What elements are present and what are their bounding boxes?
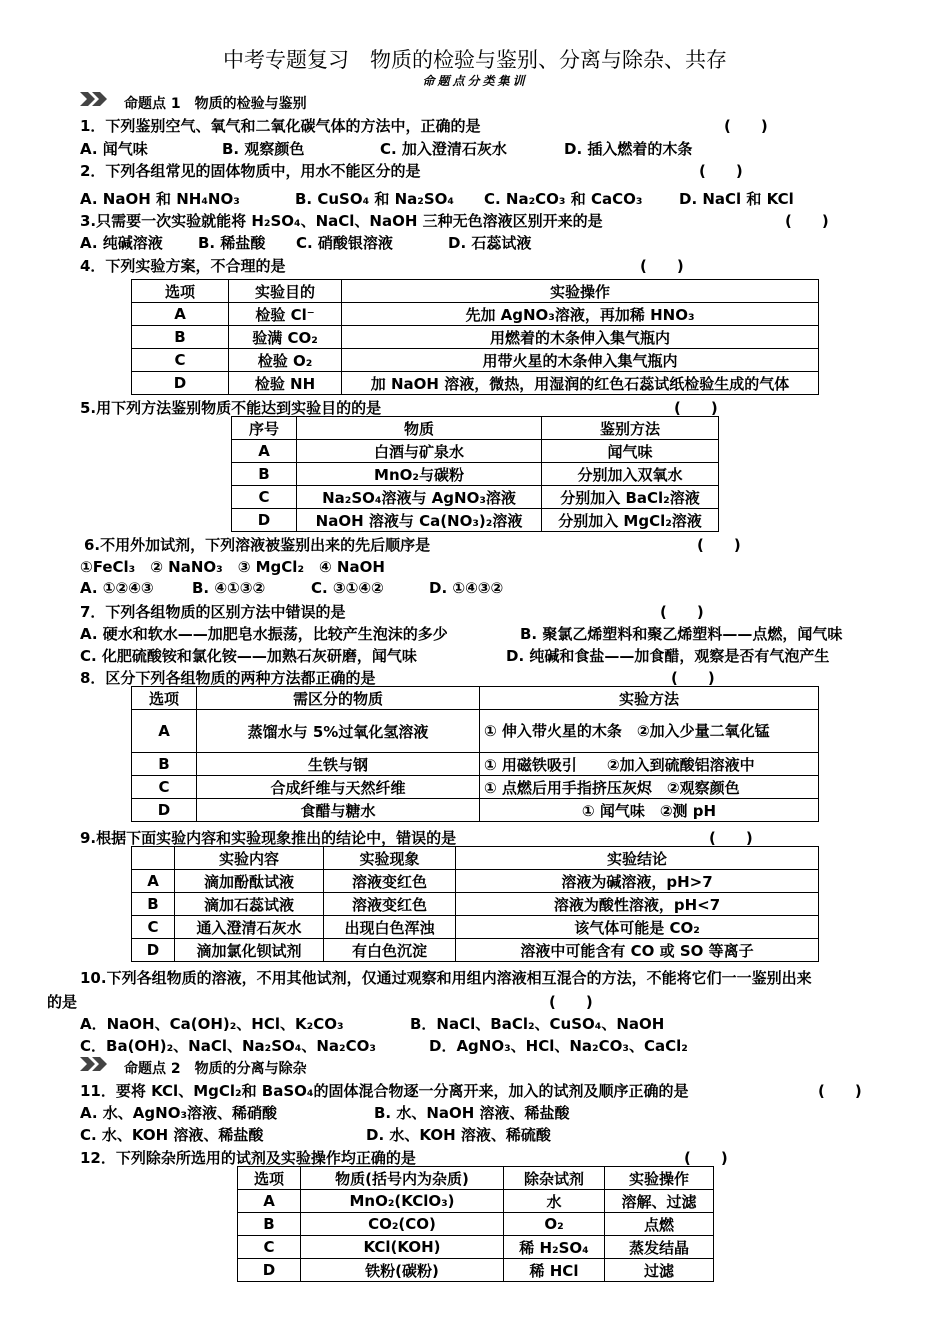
table-row (132, 349, 819, 372)
q10-option-d: D．AgNO₃、HCl、Na₂CO₃、CaCl₂ (429, 1037, 688, 1055)
q2-answer-paren: ( ) (699, 162, 743, 180)
table-header-cell: 物质(括号内为杂质) (301, 1167, 504, 1190)
q10-stem: 10.下列各组物质的溶液，不用其他试剂，仅通过观察和用组内溶液相互混合的方法，不能将它们一一鉴别出来 (80, 969, 812, 987)
table-cell: A (238, 1190, 301, 1213)
table-cell: B (132, 753, 197, 776)
table-cell: 溶液为酸性溶液，pH<7 (456, 893, 819, 916)
table-cell: B (238, 1213, 301, 1236)
table-cell: 分别加入 MgCl₂溶液 (542, 509, 719, 532)
table-cell: A (232, 440, 297, 463)
table-cell: MnO₂与碳粉 (297, 463, 542, 486)
table-row (132, 326, 819, 349)
table-cell: D (132, 799, 197, 822)
q5-table (231, 416, 719, 532)
table-row (238, 1236, 714, 1259)
table-header-cell: 实验方法 (480, 687, 819, 710)
table-row (132, 799, 819, 822)
table-cell: D (132, 939, 175, 962)
table-header-row (132, 280, 819, 303)
table-cell: 有白色沉淀 (324, 939, 456, 962)
section-1-heading: 命题点 1 物质的检验与鉴别 (124, 96, 307, 112)
q1-option-c: C. 加入澄清石灰水 (380, 140, 507, 158)
table-cell: 滴加酚酞试液 (175, 870, 324, 893)
q6-stem: 6.不用外加试剂，下列溶液被鉴别出来的先后顺序是 (84, 536, 431, 554)
q6-option-a: A. ①②④③ (80, 579, 154, 597)
q5-stem: 5.用下列方法鉴别物质不能达到实验目的的是 (80, 399, 382, 417)
table-row (132, 916, 819, 939)
table-cell: 闻气味 (542, 440, 719, 463)
page-title: 中考专题复习 物质的检验与鉴别、分离与除杂、共存 (223, 48, 727, 72)
q7-option-c: C. 化肥硫酸铵和氯化铵——加熟石灰研磨，闻气味 (80, 647, 417, 665)
table-cell: 溶解、过滤 (605, 1190, 714, 1213)
table-cell: 稀 H₂SO₄ (504, 1236, 605, 1259)
table-cell: 出现白色浑浊 (324, 916, 456, 939)
q11-stem: 11．要将 KCl、MgCl₂和 BaSO₄的固体混合物逐一分离开来，加入的试剂及顺序正确的是 (80, 1082, 689, 1100)
table-cell: 水 (504, 1190, 605, 1213)
table-cell: NaOH 溶液与 Ca(NO₃)₂溶液 (297, 509, 542, 532)
q10-answer-paren: ( ) (549, 993, 593, 1011)
table-cell: B (132, 893, 175, 916)
table-cell: 点燃 (605, 1213, 714, 1236)
table-cell: 检验 NH (229, 372, 342, 395)
table-cell: C (238, 1236, 301, 1259)
table-cell: 用燃着的木条伸入集气瓶内 (342, 326, 819, 349)
q11-option-c: C. 水、KOH 溶液、稀盐酸 (80, 1126, 264, 1144)
table-header-cell: 选项 (238, 1167, 301, 1190)
table-cell: C (132, 916, 175, 939)
table-row (132, 893, 819, 916)
table-cell: 滴加氯化钡试剂 (175, 939, 324, 962)
table-row (132, 939, 819, 962)
q11-answer-paren: ( ) (818, 1082, 862, 1100)
table-cell: 稀 HCl (504, 1259, 605, 1282)
q11-option-a: A. 水、AgNO₃溶液、稀硝酸 (80, 1104, 278, 1122)
table-cell: 溶液变红色 (324, 870, 456, 893)
table-cell: 先加 AgNO₃溶液，再加稀 HNO₃ (342, 303, 819, 326)
q8-answer-paren: ( ) (671, 669, 715, 687)
table-cell: 该气体可能是 CO₂ (456, 916, 819, 939)
q2-option-a: A. NaOH 和 NH₄NO₃ (80, 190, 240, 208)
table-cell: D (132, 372, 229, 395)
q4-answer-paren: ( ) (640, 257, 684, 275)
table-cell: Na₂SO₄溶液与 AgNO₃溶液 (297, 486, 542, 509)
table-cell: A (132, 870, 175, 893)
table-cell: 蒸发结晶 (605, 1236, 714, 1259)
q8-stem: 8．区分下列各组物质的两种方法都正确的是 (80, 669, 376, 687)
table-cell: O₂ (504, 1213, 605, 1236)
q10-stem-continued: 的是 (47, 993, 78, 1011)
q1-stem: 1．下列鉴别空气、氧气和二氧化碳气体的方法中，正确的是 (80, 117, 481, 135)
q11-option-b: B. 水、NaOH 溶液、稀盐酸 (374, 1104, 570, 1122)
table-cell: A (132, 303, 229, 326)
q7-option-a: A. 硬水和软水——加肥皂水振荡，比较产生泡沫的多少 (80, 625, 448, 643)
q9-answer-paren: ( ) (709, 829, 753, 847)
q7-answer-paren: ( ) (660, 603, 704, 621)
table-header-cell: 实验内容 (175, 847, 324, 870)
table-header-cell (132, 847, 175, 870)
table-header-row (132, 847, 819, 870)
q6-items: ①FeCl₃ ② NaNO₃ ③ MgCl₂ ④ NaOH (80, 558, 385, 576)
q3-option-b: B. 稀盐酸 (198, 234, 266, 252)
q7-stem: 7．下列各组物质的区别方法中错误的是 (80, 603, 346, 621)
table-cell: B (132, 326, 229, 349)
q6-option-b: B. ④①③② (192, 579, 266, 597)
q10-option-b: B．NaCl、BaCl₂、CuSO₄、NaOH (410, 1015, 665, 1033)
page-subtitle: 命题点分类集训 (422, 74, 528, 88)
table-cell: 溶液为碱溶液，pH>7 (456, 870, 819, 893)
table-row (232, 463, 719, 486)
table-cell: C (232, 486, 297, 509)
q2-stem: 2．下列各组常见的固体物质中，用水不能区分的是 (80, 162, 421, 180)
q3-answer-paren: ( ) (785, 212, 829, 230)
table-cell: KCl(KOH) (301, 1236, 504, 1259)
table-header-cell: 物质 (297, 417, 542, 440)
q9-stem: 9.根据下面实验内容和实验现象推出的结论中，错误的是 (80, 829, 457, 847)
table-cell: 溶液变红色 (324, 893, 456, 916)
table-row (132, 710, 819, 753)
q3-option-d: D. 石蕊试液 (448, 234, 532, 252)
table-header-cell: 实验操作 (605, 1167, 714, 1190)
table-cell: ① 闻气味 ②测 pH (480, 799, 819, 822)
table-row (132, 753, 819, 776)
table-header-row (132, 687, 819, 710)
table-row (132, 372, 819, 395)
table-header-cell: 选项 (132, 687, 197, 710)
q6-option-d: D. ①④③② (429, 579, 504, 597)
table-row (238, 1190, 714, 1213)
table-cell: ① 用磁铁吸引 ②加入到硫酸铝溶液中 (480, 753, 819, 776)
q1-answer-paren: ( ) (724, 117, 768, 135)
q12-stem: 12．下列除杂所选用的试剂及实验操作均正确的是 (80, 1149, 416, 1167)
q2-option-d: D. NaCl 和 KCl (679, 190, 794, 208)
table-row (232, 509, 719, 532)
q2-option-b: B. CuSO₄ 和 Na₂SO₄ (295, 190, 454, 208)
q6-answer-paren: ( ) (697, 536, 741, 554)
table-cell: 蒸馏水与 5%过氧化氢溶液 (197, 710, 480, 753)
q9-table (131, 846, 819, 962)
table-row (132, 870, 819, 893)
table-header-cell: 实验目的 (229, 280, 342, 303)
table-cell: 溶液中可能含有 CO 或 SO 等离子 (456, 939, 819, 962)
table-header-row (232, 417, 719, 440)
table-cell: D (238, 1259, 301, 1282)
q3-option-a: A. 纯碱溶液 (80, 234, 163, 252)
table-cell: 加 NaOH 溶液，微热，用湿润的红色石蕊试纸检验生成的气体 (342, 372, 819, 395)
table-header-cell: 实验结论 (456, 847, 819, 870)
table-cell: ① 点燃后用手指挤压灰烬 ②观察颜色 (480, 776, 819, 799)
table-cell: 铁粉(碳粉) (301, 1259, 504, 1282)
table-cell: B (232, 463, 297, 486)
q7-option-d: D. 纯碱和食盐——加食醋，观察是否有气泡产生 (506, 647, 830, 665)
q7-option-b: B. 聚氯乙烯塑料和聚乙烯塑料——点燃，闻气味 (520, 625, 843, 643)
table-row (238, 1259, 714, 1282)
table-header-cell: 实验操作 (342, 280, 819, 303)
table-cell: ① 伸入带火星的木条 ②加入少量二氧化锰 (480, 710, 819, 753)
table-cell: 用带火星的木条伸入集气瓶内 (342, 349, 819, 372)
table-cell: D (232, 509, 297, 532)
table-cell: 食醋与糖水 (197, 799, 480, 822)
table-header-cell: 实验现象 (324, 847, 456, 870)
table-header-cell: 选项 (132, 280, 229, 303)
q4-table (131, 279, 819, 395)
q12-table (237, 1166, 714, 1282)
table-header-cell: 鉴别方法 (542, 417, 719, 440)
double-arrow-icon (80, 1057, 110, 1071)
table-cell: 分别加入 BaCl₂溶液 (542, 486, 719, 509)
q1-option-a: A. 闻气味 (80, 140, 148, 158)
table-cell: MnO₂(KClO₃) (301, 1190, 504, 1213)
q8-table (131, 686, 819, 822)
table-cell: 生铁与钢 (197, 753, 480, 776)
table-cell: 验满 CO₂ (229, 326, 342, 349)
q4-stem: 4．下列实验方案，不合理的是 (80, 257, 286, 275)
q6-option-c: C. ③①④② (311, 579, 384, 597)
table-row (232, 486, 719, 509)
q3-option-c: C. 硝酸银溶液 (296, 234, 393, 252)
table-cell: 检验 O₂ (229, 349, 342, 372)
table-cell: 通入澄清石灰水 (175, 916, 324, 939)
table-header-cell: 序号 (232, 417, 297, 440)
q12-answer-paren: ( ) (684, 1149, 728, 1167)
table-cell: 分别加入双氧水 (542, 463, 719, 486)
table-row (132, 776, 819, 799)
table-cell: 白酒与矿泉水 (297, 440, 542, 463)
q3-stem: 3.只需要一次实验就能将 H₂SO₄、NaCl、NaOH 三种无色溶液区别开来的是 (80, 212, 603, 230)
table-header-cell: 除杂试剂 (504, 1167, 605, 1190)
table-cell: C (132, 776, 197, 799)
table-cell: C (132, 349, 229, 372)
table-row (132, 303, 819, 326)
q10-option-a: A．NaOH、Ca(OH)₂、HCl、K₂CO₃ (80, 1015, 344, 1033)
table-cell: 检验 Cl⁻ (229, 303, 342, 326)
q5-answer-paren: ( ) (674, 399, 718, 417)
q1-option-b: B. 观察颜色 (222, 140, 305, 158)
q2-option-c: C. Na₂CO₃ 和 CaCO₃ (484, 190, 643, 208)
table-header-row (238, 1167, 714, 1190)
q11-option-d: D. 水、KOH 溶液、稀硫酸 (366, 1126, 551, 1144)
table-cell: 滴加石蕊试液 (175, 893, 324, 916)
section-2-heading: 命题点 2 物质的分离与除杂 (124, 1061, 307, 1077)
table-cell: CO₂(CO) (301, 1213, 504, 1236)
double-arrow-icon (80, 92, 110, 106)
table-cell: 过滤 (605, 1259, 714, 1282)
table-cell: 合成纤维与天然纤维 (197, 776, 480, 799)
q1-option-d: D. 插入燃着的木条 (564, 140, 693, 158)
table-header-cell: 需区分的物质 (197, 687, 480, 710)
q10-option-c: C．Ba(OH)₂、NaCl、Na₂SO₄、Na₂CO₃ (80, 1037, 376, 1055)
table-cell: A (132, 710, 197, 753)
table-row (232, 440, 719, 463)
table-row (238, 1213, 714, 1236)
